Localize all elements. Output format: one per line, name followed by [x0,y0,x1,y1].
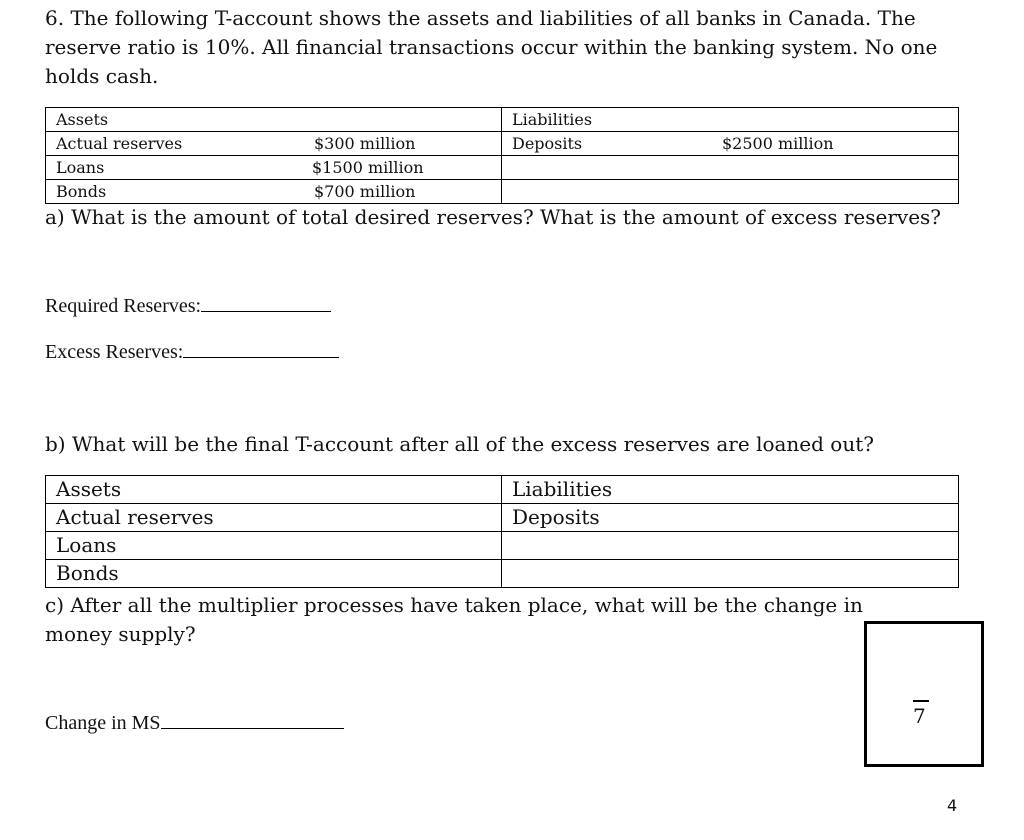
asset-label: Loans [46,532,502,560]
score-total [913,700,929,728]
liability-cell [502,560,959,588]
score-bar [913,700,929,702]
table-row [46,560,959,588]
asset-amount: $300 million [314,134,416,153]
assets-header: Assets [46,108,502,132]
change-ms-row [45,712,344,735]
t-account-initial [45,107,959,204]
liability-label: Deposits [502,504,959,532]
question-intro: 6. The following T-account shows the assets and liabilities of all banks in Canada. The reserve ratio is 10%. All financial transactions occur within the banking system. No one holds cash. [45,6,938,88]
liability-amount: $2500 million [722,134,834,153]
asset-label: Bonds [46,560,502,588]
asset-amount: $1500 million [312,158,424,177]
asset-label: Bonds [56,182,107,201]
score-box [864,621,984,767]
asset-label: Loans [56,158,105,177]
change-ms-blank[interactable] [161,728,344,729]
part-c-question: c) After all the multiplier processes have taken place, what will be the change in money supply? [45,593,863,646]
liability-cell [502,532,959,560]
required-reserves-blank[interactable] [201,311,331,312]
t-account-final [45,475,959,588]
change-ms-label: Change in MS [45,712,161,734]
assets-header: Assets [46,476,502,504]
liability-label: Deposits [512,134,583,153]
liability-cell [502,156,959,180]
table-row [46,180,959,204]
excess-reserves-blank[interactable] [183,357,339,358]
table-row [46,532,959,560]
asset-label: Actual reserves [56,134,183,153]
table-row [46,132,959,156]
score-total-value: 7 [913,704,926,728]
liability-cell [502,180,959,204]
excess-reserves-row [45,341,339,364]
part-a-question: a) What is the amount of total desired reserves? What is the amount of excess reserves? [45,205,942,229]
required-reserves-label: Required Reserves: [45,295,202,317]
table-row [46,504,959,532]
liabilities-header: Liabilities [502,476,959,504]
required-reserves-row [45,295,331,318]
part-b-question: b) What will be the final T-account after all of the excess reserves are loaned out? [45,432,874,456]
table-row [46,156,959,180]
page-number: 4 [947,796,958,815]
asset-amount: $700 million [314,182,416,201]
excess-reserves-label: Excess Reserves: [45,341,184,363]
liabilities-header: Liabilities [502,108,959,132]
asset-label: Actual reserves [46,504,502,532]
